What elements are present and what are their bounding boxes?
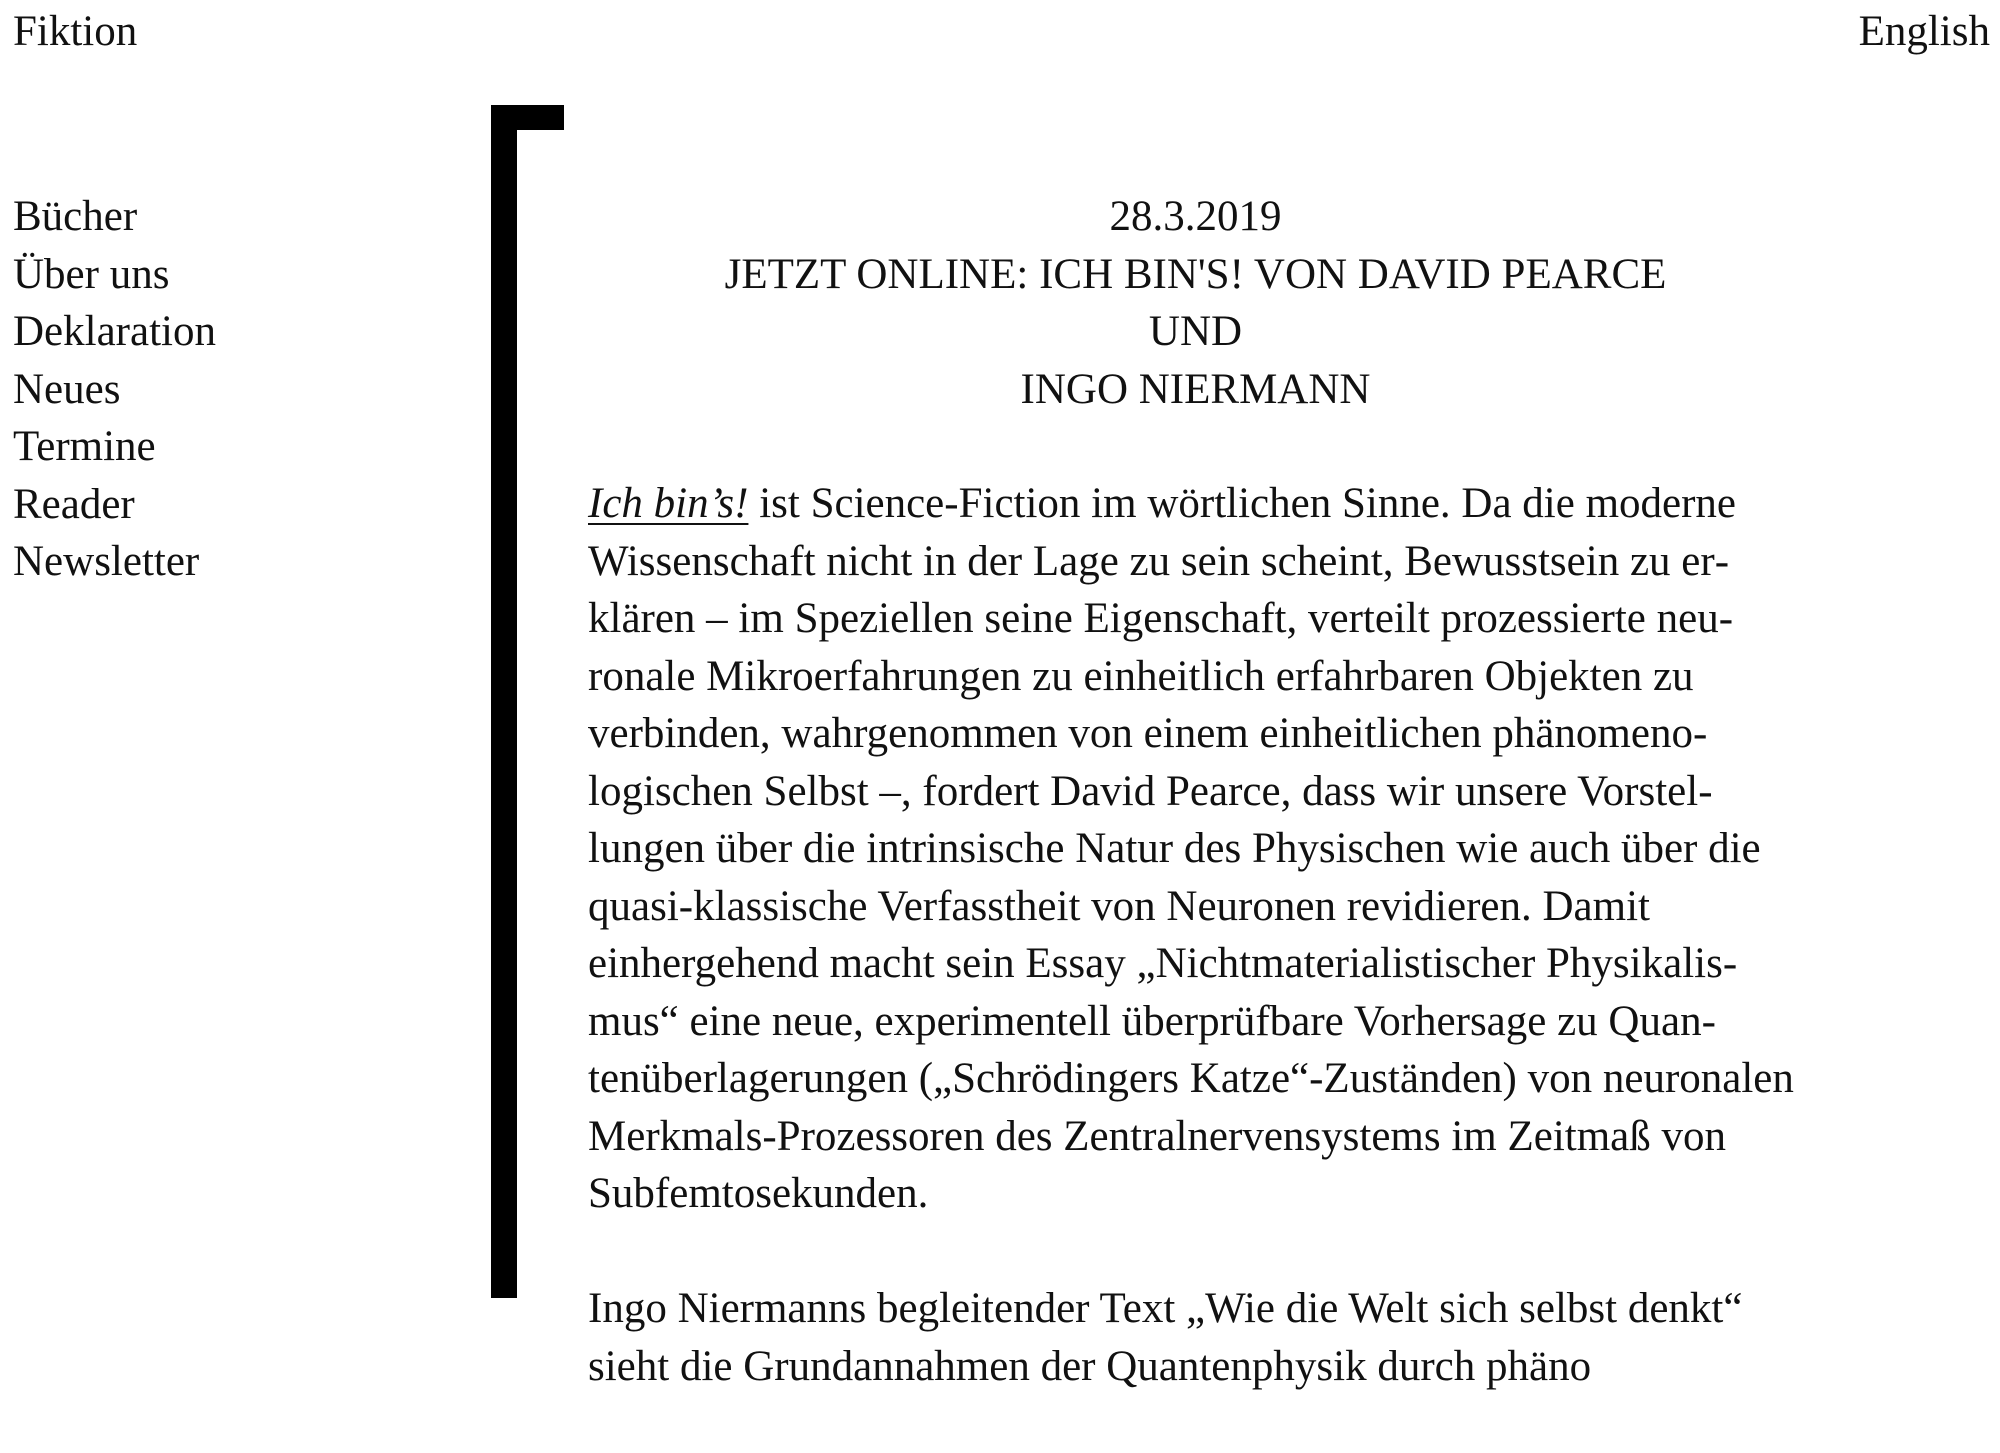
nav-item-deklaration[interactable]: Deklaration (13, 308, 216, 355)
language-switch-link[interactable]: English (1858, 8, 1990, 55)
post-title-line-1: JETZT ONLINE: ICH BIN'S! VON DAVID PEARCE UND (724, 250, 1667, 355)
news-article (588, 188, 1803, 1453)
nav-item-reader[interactable]: Reader (13, 480, 135, 528)
post-paragraph-1-text: ist Science-Fiction im wörtlichen Sinne. Da die moderne Wissenschaft nicht in der Lage zu sein scheint, Bewusstsein zu erklären – im Speziellen seine Eigenschaft, verteilt prozessierte neuronale Mikroerfahrungen zu einheitlich erfahrbaren Objekten zu verbinden, wahrgenommen von einem einheitlichen phänomenologischen Selbst –, fordert David Pearce, dass wir unsere Vorstellungen über die intrinsische Natur des Physischen wie auch über die quasi-klassische Verfasstheit von Neuronen revidieren. Damit einhergehend macht sein Essay „Nichtmaterialistischer Physikalismus“ eine neue, experimentell überprüfbare Vorhersage zu Quantenüberlagerungen („Schrödingers Katze“-Zuständen) von neuronalen Merkmals-Prozessoren des Zentralnervensystems im Zeitmaß von Subfemtosekunden. (588, 480, 1794, 1217)
post-body (588, 475, 1803, 1395)
nav-item-buecher[interactable]: Bücher (13, 193, 138, 240)
nav-item-neues[interactable]: Neues (13, 365, 121, 413)
post-paragraph-1 (588, 475, 1803, 1223)
site-title-link[interactable]: Fiktion (13, 8, 138, 55)
main-navigation (13, 188, 216, 591)
nav-item-newsletter[interactable]: Newsletter (13, 538, 200, 585)
post-paragraph-2: Ingo Niermanns begleitender Text „Wie die Welt sich selbst denkt“ sieht die Grundannahmen der Quantenphysik durch phäno (588, 1285, 1743, 1390)
bracket-decoration-vertical (491, 105, 517, 1298)
nav-item-ueber-uns[interactable]: Über uns (13, 250, 170, 298)
post-title-line-2: INGO NIERMANN (1020, 365, 1371, 413)
post-date: 28.3.2019 (1109, 193, 1282, 240)
nav-item-termine[interactable]: Termine (13, 423, 156, 470)
book-title-link[interactable]: Ich bin’s! (588, 480, 749, 527)
bracket-decoration-top (491, 105, 564, 130)
post-title (588, 246, 1803, 419)
